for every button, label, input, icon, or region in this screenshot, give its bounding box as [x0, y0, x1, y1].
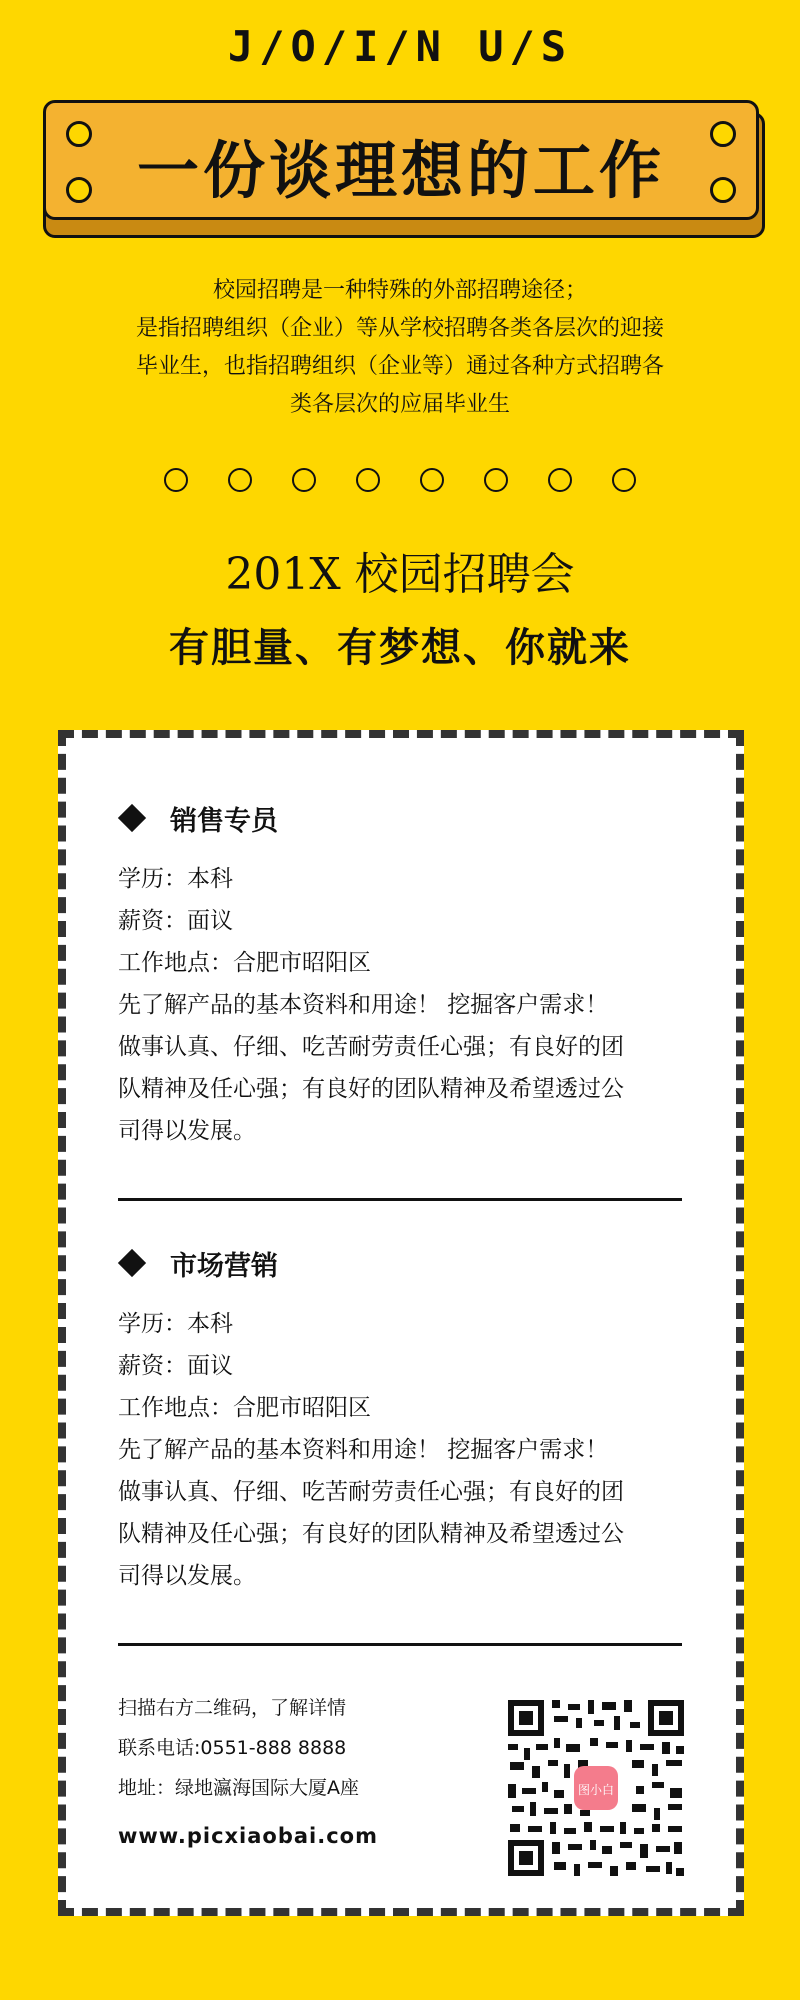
qr-logo-text: 图小白	[577, 1783, 615, 1797]
scan-hint: 扫描右方二维码，了解详情	[118, 1697, 347, 1719]
job-detail-line: 工作地点：合肥市昭阳区	[118, 950, 371, 976]
contact-info	[118, 1688, 458, 1856]
circle-icon	[356, 468, 380, 492]
diamond-icon	[118, 804, 146, 832]
job-detail-line: 学历：本科	[118, 1311, 233, 1337]
intro-line: 类各层次的应届毕业生	[289, 392, 510, 417]
circle-icon	[484, 468, 508, 492]
job-detail-line: 司得以发展。	[118, 1118, 256, 1144]
job-detail-line: 先了解产品的基本资料和用途！ 挖掘客户需求！	[118, 1437, 609, 1463]
address: 地址：绿地瀛海国际大厦A座	[118, 1777, 359, 1799]
title-banner	[43, 100, 759, 220]
circle-icon	[164, 468, 188, 492]
decorative-circles	[0, 468, 800, 492]
intro-line: 是指招聘组织（企业）等从学校招聘各类各层次的迎接	[135, 316, 664, 341]
event-title: 201X 校园招聘会	[225, 549, 575, 600]
circle-icon	[292, 468, 316, 492]
event-slogan: 有胆量、有梦想、你就来	[169, 625, 631, 671]
job-detail-line: 队精神及任心强；有良好的团队精神及希望透过公	[118, 1521, 624, 1547]
job-detail-line: 学历：本科	[118, 866, 233, 892]
jobs-card	[58, 730, 744, 1916]
circle-icon	[612, 468, 636, 492]
job-detail-line: 队精神及任心强；有良好的团队精神及希望透过公	[118, 1076, 624, 1102]
phone-number: 联系电话:0551-888 8888	[118, 1737, 347, 1759]
job-detail-line: 先了解产品的基本资料和用途！ 挖掘客户需求！	[118, 992, 609, 1018]
job-section	[118, 1243, 698, 1597]
circle-icon	[548, 468, 572, 492]
circle-icon	[420, 468, 444, 492]
job-details	[118, 1303, 698, 1597]
job-details	[118, 858, 698, 1152]
join-us-heading: J/O/I/N U/S	[227, 22, 573, 71]
job-title-text: 销售专员	[170, 805, 278, 837]
intro-line: 校园招聘是一种特殊的外部招聘途径；	[212, 278, 587, 303]
circle-icon	[228, 468, 252, 492]
job-detail-line: 做事认真、仔细、吃苦耐劳责任心强；有良好的团	[118, 1479, 624, 1505]
job-detail-line: 司得以发展。	[118, 1563, 256, 1589]
qr-code-icon[interactable]	[506, 1698, 686, 1878]
job-title	[118, 798, 698, 838]
banner-title: 一份谈理想的工作	[136, 134, 665, 207]
job-detail-line: 薪资：面议	[118, 908, 233, 934]
job-section	[118, 798, 698, 1152]
section-divider	[118, 1198, 682, 1201]
intro-text	[80, 272, 720, 424]
job-detail-line: 做事认真、仔细、吃苦耐劳责任心强；有良好的团	[118, 1034, 624, 1060]
section-divider	[118, 1643, 682, 1646]
job-detail-line: 薪资：面议	[118, 1353, 233, 1379]
job-title-text: 市场营销	[170, 1250, 278, 1282]
diamond-icon	[118, 1249, 146, 1277]
job-title	[118, 1243, 698, 1283]
website-link[interactable]: www.picxiaobai.com	[118, 1824, 378, 1848]
intro-line: 毕业生，也指招聘组织（企业等）通过各种方式招聘各	[135, 354, 664, 379]
job-detail-line: 工作地点：合肥市昭阳区	[118, 1395, 371, 1421]
